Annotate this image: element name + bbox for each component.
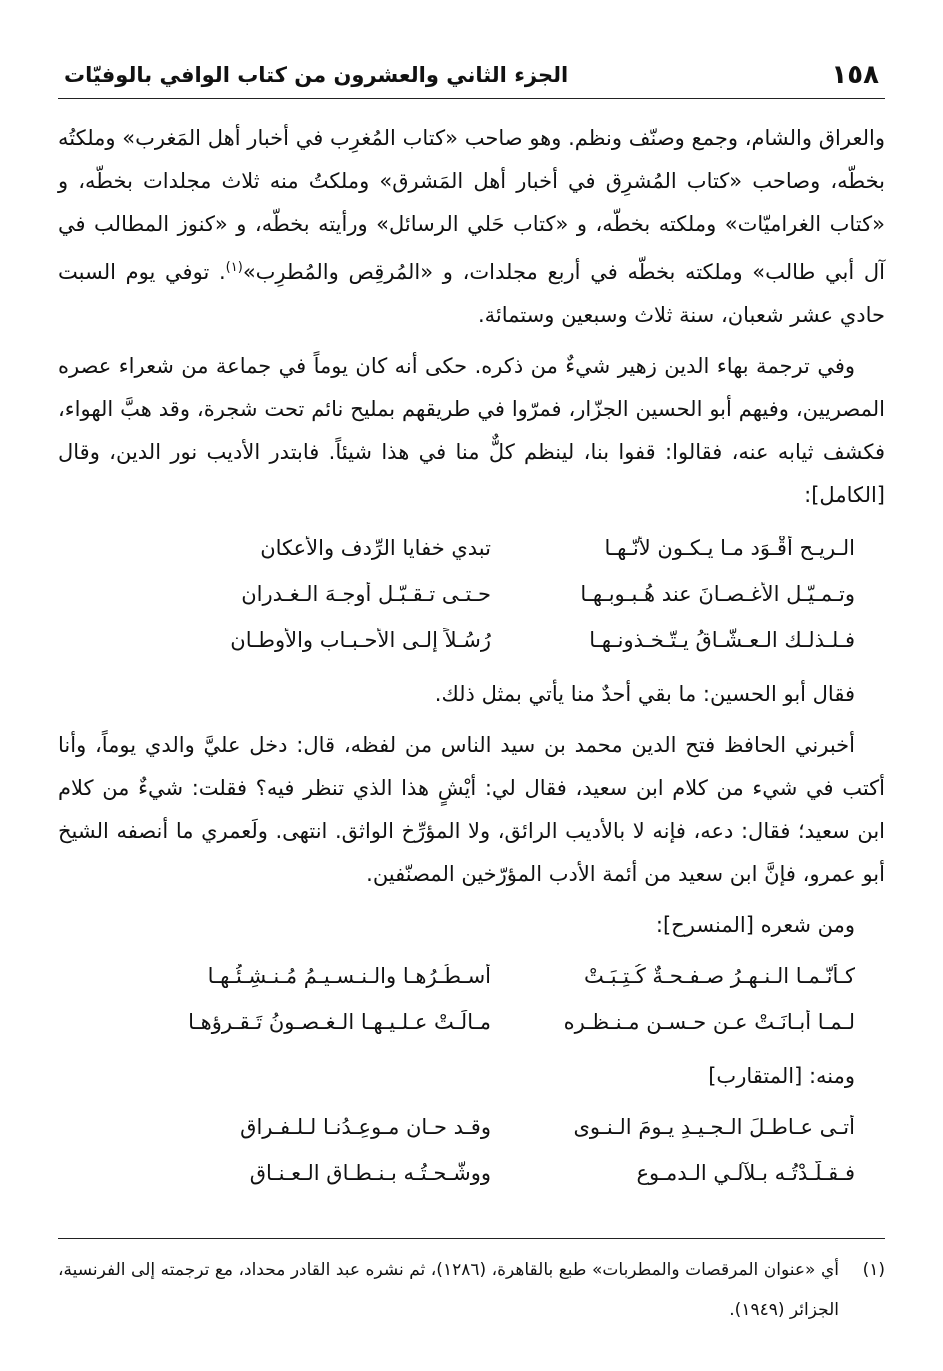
verse: [58, 1150, 885, 1196]
verse-first-hemistich: أتـى عـاطـلَ الـجـيـدِ يـومَ الـنـوى: [573, 1115, 855, 1139]
footnote-divider: [58, 1238, 885, 1239]
footnote-reference: (١): [225, 260, 243, 275]
paragraph-2: وفي ترجمة بهاء الدين زهير شيءٌ من ذكره. حكى أنه كان يوماً في جماعة من شعراء عصره المصريين، وفيهم أبو الحسين الجزّار، فمرّوا في طريقهم بمليح نائم تحت شجرة، وقد هبَّ الهواء، فكشف ثيابه عنه، فقالوا: قفوا بنا، لينظم كلٌّ منا في هذا شيئاً. فابتدر الأديب نور الدين، وقال [الكامل]:: [58, 354, 885, 507]
verse-second-hemistich: أسـطُـرُهـا والـنـسـيـمُ مُـنـشِـئُـهـا: [207, 964, 491, 988]
verse-first-hemistich: فـلـذلـك الـعـشّـاقُ يـتّـخـذونـهـا: [589, 628, 855, 652]
verse-first-hemistich: الـريـح أقْـوَد مـا يـكـون لأنّـهـا: [604, 536, 855, 560]
verse: [58, 525, 885, 571]
verse-first-hemistich: لـمـا أبـانَـتْ عـن حـسـنِ مـنـظـره: [563, 1010, 855, 1034]
verse-second-hemistich: رُسُـلاً إلـى الأحـبـاب والأوطـانِ: [230, 628, 491, 652]
running-title: الجزء الثاني والعشرون من كتاب الوافي بالوفيّات: [64, 63, 569, 87]
paragraph-3: فقال أبو الحسين: ما بقي أحدٌ منا يأتي بمثل ذلك.: [434, 682, 855, 706]
verse-second-hemistich: مـالَـتْ عـلـيـهـا الـغـصـونُ تَـقـرؤهـا: [188, 1010, 491, 1034]
poem-3: [58, 1104, 885, 1196]
poem-2: [58, 953, 885, 1045]
poem-3-intro: ومنه: [المتقارب]: [708, 1064, 855, 1088]
paragraph-1-tail: . توفي يوم السبت حادي عشر شعبان، سنة ثلاث وسبعين وستمائة.: [58, 260, 885, 327]
paragraph-1-text: والعراق والشام، وجمع وصنّف ونظم. وهو صاحب «كتاب المُغرِب في أخبار أهل المَغرب» وملكتُه بخطّه، وصاحب «كتاب المُشرِق في أخبار أهل المَشرق» وملكتُ منه ثلاث مجلدات بخطّه، و «كتاب الغراميّات» وملكته بخطّه، و «كتاب حَلي الرسائل» ورأيته بخطّه، و «كنوز المطالب في آل أبي طالب» وملكته بخطّه في أربع مجلدات، و «المُرقِص والمُطرِب»: [58, 126, 885, 284]
verse-second-hemistich: ووشَّـحـتُـه بـنـطـاقِ الـعـنـاقِ: [249, 1161, 491, 1185]
verse-first-hemistich: كـأنّـمـا الـنـهـرُ صـفـحـةٌ كُـتِـبَـتْ: [583, 964, 855, 988]
verse-first-hemistich: فـقـلّـدْتُـه بـلآلـي الـدمـوعِ: [636, 1161, 855, 1185]
paragraph-1: [58, 117, 885, 337]
poem-2-intro: ومن شعره [المنسرح]:: [655, 913, 855, 937]
verse-second-hemistich: تبدي خفايا الرِّدف والأعكانِ: [260, 536, 491, 560]
verse: [58, 1104, 885, 1150]
verse: [58, 953, 885, 999]
paragraph-4: أخبرني الحافظ فتح الدين محمد بن سيد الناس من لفظه، قال: دخل عليَّ والدي يوماً، وأنا أكتب في شيء من كلام ابن سعيد، فقال لي: أيْشٍ هذا الذي تنظر فيه؟ فقلت: شيءٌ من كلام ابن سعيد؛ فقال: دعه، فإنه لا بالأديب الرائق، ولا المؤرِّخ الواثق. انتهى. ولَعمري ما أنصفه الشيخ أبو عمرو، فإنَّ ابن سعيد من أئمة الأدب المؤرّخين المصنّفين.: [58, 733, 885, 886]
page-body: [58, 117, 885, 1196]
footnote-mark: (١): [862, 1260, 885, 1280]
verse-second-hemistich: حـتـى تـقـبّـل أوجـهَ الـغـدرانِ: [241, 582, 491, 606]
verse: [58, 999, 885, 1045]
verse-first-hemistich: وتـمـيّـل الأغـصـانَ عند هُـبـوبـهـا: [580, 582, 855, 606]
poem-1: [58, 525, 885, 663]
page-number: ١٥٨: [831, 60, 879, 90]
footnote: [58, 1250, 885, 1330]
verse-second-hemistich: وقـد حـان مـوعِـدُنـا لـلـفـراقِ: [240, 1115, 491, 1139]
verse: [58, 571, 885, 617]
page-header: [58, 56, 885, 99]
footnote-text: أي «عنوان المرقصات والمطربات» طبع بالقاهرة، (١٢٨٦)، ثم نشره عبد القادر محداد، مع ترجمته إلى الفرنسية، الجزائر (١٩٤٩).: [58, 1260, 839, 1320]
verse: [58, 617, 885, 663]
